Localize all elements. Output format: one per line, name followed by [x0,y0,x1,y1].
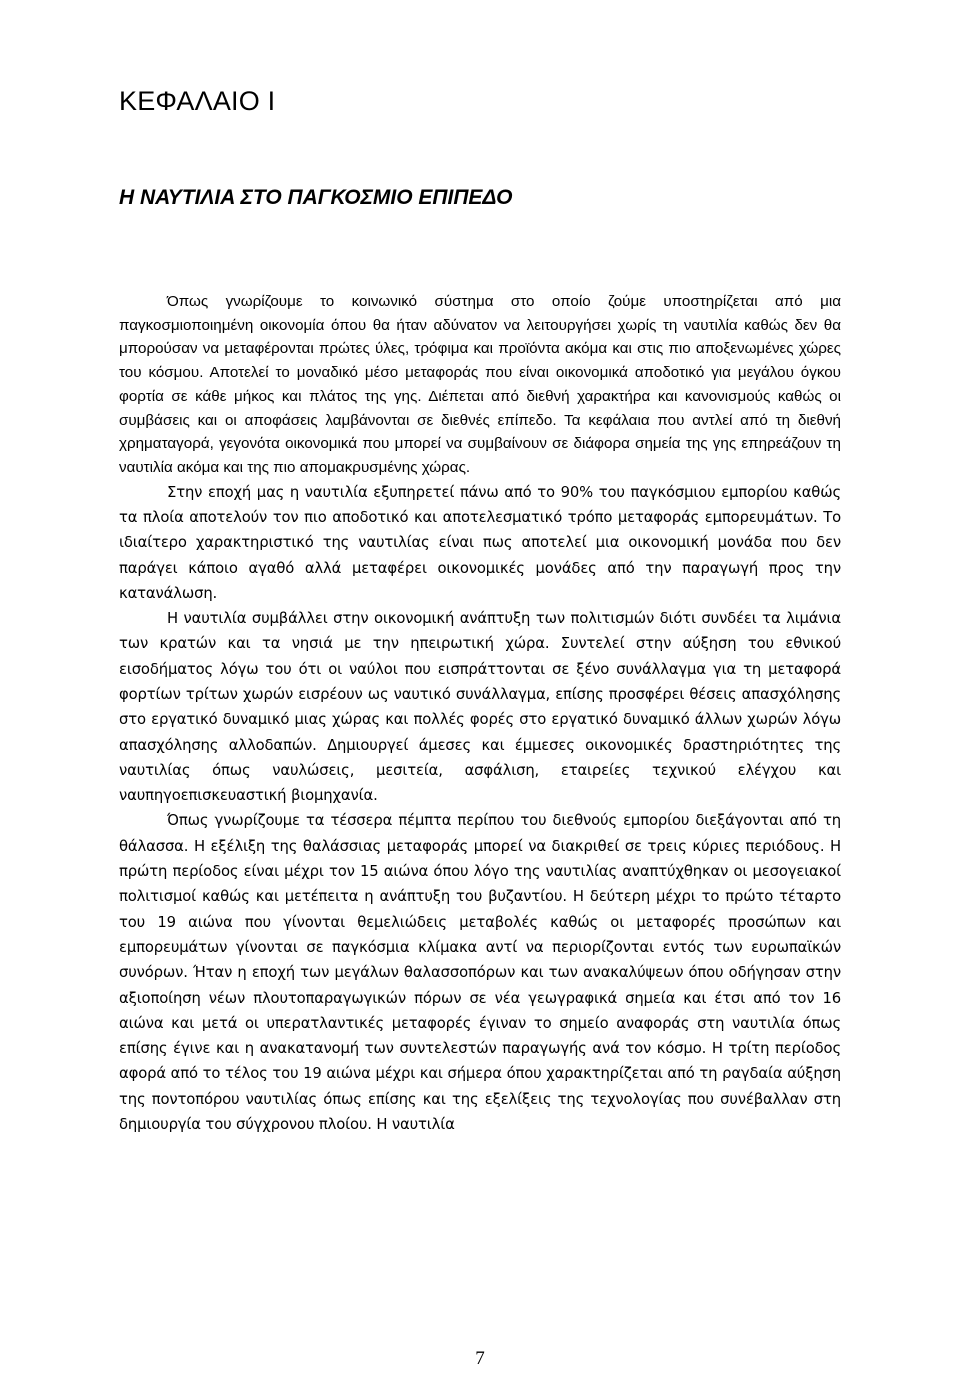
page-number: 7 [475,1348,485,1369]
body-text [119,290,841,1137]
paragraph-intro: Όπως γνωρίζουμε το κοινωνικό σύστημα στο οποίο ζούμε υποστηρίζεται από μια παγκοσμιοποιημένη οικονομία όπου θα ήταν αδύνατον να λειτουργήσει χωρίς τη ναυτιλία καθώς δεν θα μπορούσαν να μεταφέρονται πρώτες ύλες, τρόφιμα και προϊόντα ακόμα και στις πιο αποξενωμένες χώρες του κόσμου. Αποτελεί το μοναδικό μέσο μεταφοράς που είναι οικονομικά αποδοτικό για μεγάλου όγκου φορτία σε κάθε μήκος και πλάτος της γης. Διέπεται από διεθνή χαρακτήρα και κανονισμούς καθώς οι συμβάσεις και οι αποφάσεις λαμβάνονται σε διεθνές επίπεδο. Τα κεφάλαια που αντλεί από τη διεθνή χρηματαγορά, γεγονότα οικονομικά που μπορεί να συμβαίνουν σε διάφορα σημεία της γης επηρεάζουν τη ναυτιλία ακόμα και της πιο απομακρυσμένης χώρας. [119,293,841,476]
paragraph-economic-growth: Η ναυτιλία συμβάλλει στην οικονομική ανάπτυξη των πολιτισμών διότι συνδέει τα λιμάνια των κρατών και τα νησιά με την ηπειρωτική χώρα. Συντελεί στην αύξηση του εθνικού εισοδήματος λόγω του ότι οι ναύλοι που εισπράττονται σε ξένο συνάλλαγμα για τη μεταφορά φορτίων τρίτων χωρών εισρέουν ως ναυτικό συνάλλαγμα, επίσης προσφέρει θέσεις απασχόλησης στο εργατικό δυναμικό μιας χώρας και πολλές φορές στο εργατικό δυναμικό άλλων χωρών λόγω απασχόλησης αλλοδαπών. Δημιουργεί άμεσες και έμμεσες οικονομικές δραστηριότητες της ναυτιλίας όπως ναυλώσεις, μεσιτεία, ασφάλιση, εταιρείες τεχνικού ελέγχου και ναυπηγοεπισκευαστική βιομηχανία. [119,610,841,805]
section-title: Η ΝΑΥΤΙΛΙΑ ΣΤΟ ΠΑΓΚΟΣΜΙΟ ΕΠΙΠΕΔΟ [119,186,513,209]
paragraph-world-trade: Στην εποχή μας η ναυτιλία εξυπηρετεί πάνω από το 90% του παγκόσμιου εμπορίου καθώς τα πλοία αποτελούν τον πιο αποδοτικό και αποτελεσματικό τρόπο μεταφοράς εμπορευμάτων. Το ιδιαίτερο χαρακτηριστικό της ναυτιλίας είναι πως αποτελεί μια οικονομική μονάδα που δεν παράγει κάποιο αγαθό αλλά μεταφέρει οικονομικές μονάδες από την παραγωγή προς την κατανάλωση. [119,483,841,602]
paragraph-history-periods: Όπως γνωρίζουμε τα τέσσερα πέμπτα περίπου του διεθνούς εμπορίου διεξάγονται από τη θάλασσα. Η εξέλιξη της θαλάσσιας μεταφοράς μπορεί να διακριθεί σε τρεις κύριες περιόδους. Η πρώτη περίοδος είναι μέχρι τον 15 αιώνα όπου λόγο της ναυτιλίας αναπτύχθηκαν οι μεσογειακοί πολιτισμοί καθώς και μετέπειτα η ανάπτυξη του βυζαντίου. Η δεύτερη μέχρι το πρώτο τέταρτο του 19 αιώνα που γίνονται θεμελιώδεις μεταβολές καθώς οι μεταφορές προσώπων και εμπορευμάτων γίνονται σε παγκόσμια κλίμακα αντί να περιορίζονται εντός των ευρωπαϊκών συνόρων. Ήταν η εποχή των μεγάλων θαλασσοπόρων και των ανακαλύψεων όπου οδήγησαν στην αξιοποίηση νέων πλουτοπαραγωγικών πόρων σε νέα γεωγραφικά σημεία και έτσι από τον 16 αιώνα και μετά οι υπερατλαντικές μεταφορές έγιναν το σημείο αναφοράς στη ναυτιλία όπως επίσης έγινε και η ανακατανομή των συντελεστών παραγωγής ανά τον κόσμο. Η τρίτη περίοδος αφορά από το τέλος του 19 αιώνα μέχρι και σήμερα όπου χαρακτηρίζεται από τη ραγδαία αύξηση της ποντοπόρου ναυτιλίας όπως επίσης και της εξελίξεις της τεχνολογίας που συνέβαλλαν στη δημιουργία του σύγχρονου πλοίου. Η ναυτιλία [119,812,841,1134]
chapter-title: ΚΕΦΑΛΑΙΟ Ι [119,86,276,116]
